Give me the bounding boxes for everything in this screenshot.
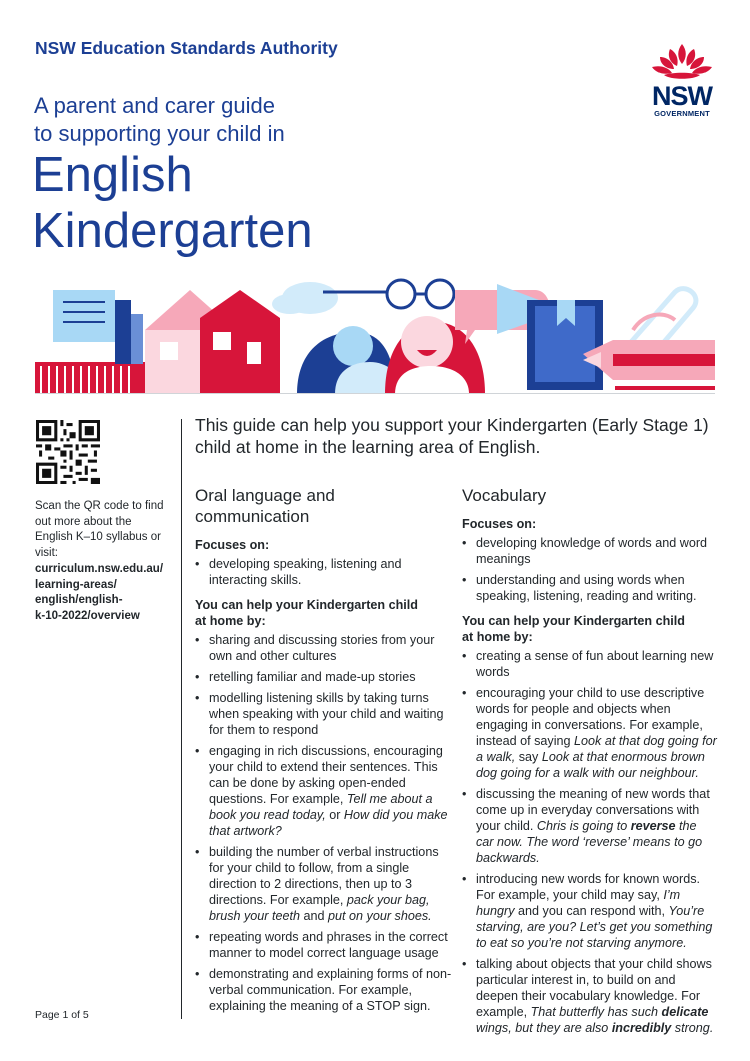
list-item: • repeating words and phrases in the correct manner to model correct language usage	[195, 929, 453, 961]
syllabus-link[interactable]: curriculum.nsw.edu.au/ learning-areas/ english/english- k-10-2022/overview	[35, 563, 164, 622]
logo-subtext: GOVERNMENT	[654, 109, 710, 118]
list-item: • developing speaking, listening and interacting skills.	[195, 556, 453, 588]
list-item: • engaging in rich discussions, encouraging your child to extend their sentences. This can be done by asking open-ended questions. For example, Tell me about a book you read today, or How did you make that artwork?	[195, 743, 453, 839]
nsw-government-logo	[644, 40, 720, 120]
list-item: • encouraging your child to use descriptive words for people and objects when engaging in conversations. For example, instead of saying Look at that dog going for a walk, say Look at that enormous brown dog going for a walk with our neighbour.	[462, 685, 717, 781]
list-item: • discussing the meaning of new words that come up in everyday conversations with your child. Chris is going to reverse the car now. The word ‘reverse’ means to go backwards.	[462, 786, 717, 866]
banner-divider	[35, 393, 715, 394]
list-item: • developing knowledge of words and word meanings	[462, 535, 717, 567]
list-item: • modelling listening skills by taking turns when speaking with your child and waiting for them to respond	[195, 690, 453, 738]
list-item: • demonstrating and explaining forms of non-verbal communication. For example, explaining the meaning of a STOP sign.	[195, 966, 453, 1014]
waratah-icon	[644, 40, 720, 84]
logo-wordmark: NSW	[652, 81, 712, 111]
focuses-label: Focuses on:	[195, 538, 270, 552]
page-title: English Kindergarten	[32, 148, 313, 258]
list-item: • talking about objects that your child shows particular interest in, to build on and deepen their vocabulary knowledge. For example, That butterfly has such delicate wings, but they are also incredibly strong.	[462, 956, 717, 1036]
help-list	[462, 648, 717, 1036]
vocabulary-section	[462, 485, 717, 1045]
paper-illustration	[53, 290, 115, 342]
intro-text: This guide can help you support your Kindergarten (Early Stage 1) child at home in the learning area of English.	[195, 415, 709, 457]
list-item: • introducing new words for known words. For example, your child may say, I’m hungry and you can respond with, You’re starving, are you? Let’s get you something to eat so you’re not starving anymore.	[462, 871, 717, 951]
list-item: • building the number of verbal instructions for your child to follow, from a single direction to 2 directions, then up to 3 directions. For example, pack your bag, brush your teeth and put on your shoes.	[195, 844, 453, 924]
list-item: • creating a sense of fun about learning new words	[462, 648, 717, 680]
help-label: You can help your Kindergarten child at home by:	[462, 614, 685, 644]
focuses-label: Focuses on:	[462, 517, 537, 531]
glasses-illustration	[323, 280, 454, 308]
oral-language-section	[195, 485, 453, 1023]
striped-ground-illustration	[35, 362, 155, 394]
help-label: You can help your Kindergarten child at home by:	[195, 598, 418, 628]
qr-code-icon[interactable]	[36, 420, 100, 484]
page-number: Page 1 of 5	[35, 1009, 89, 1021]
section-heading: Oral language and communication	[195, 486, 335, 526]
list-item: • retelling familiar and made-up stories	[195, 669, 453, 685]
list-item: • understanding and using words when speaking, listening, reading and writing.	[462, 572, 717, 604]
organisation-name: NSW Education Standards Authority	[35, 38, 338, 58]
section-heading: Vocabulary	[462, 486, 547, 505]
help-list	[195, 632, 453, 1014]
illustration-banner	[35, 270, 715, 394]
qr-instructions: Scan the QR code to find out more about the English K–10 syllabus or visit:	[35, 500, 164, 559]
focuses-list	[462, 535, 717, 604]
column-divider	[181, 419, 182, 1019]
guide-subtitle: A parent and carer guide to supporting your child in	[34, 93, 285, 146]
list-item: • sharing and discussing stories from your own and other cultures	[195, 632, 453, 664]
focuses-list	[195, 556, 453, 588]
sidebar-info	[35, 499, 170, 624]
